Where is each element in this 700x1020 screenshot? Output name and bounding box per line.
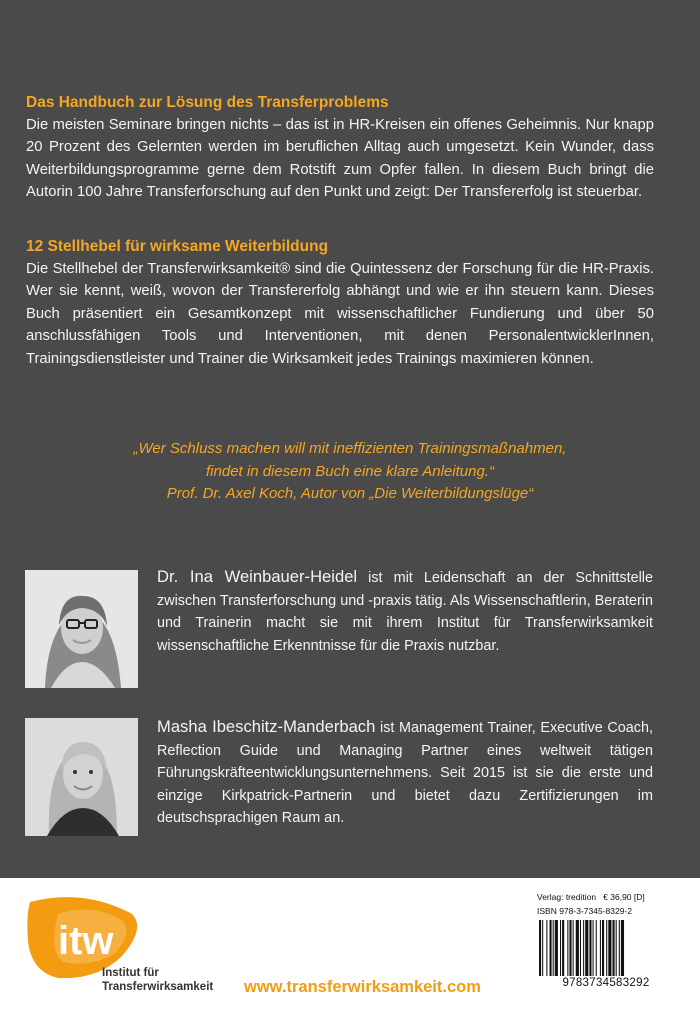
barcode-bar <box>576 920 579 976</box>
section-text: Die meisten Seminare bringen nichts – das ist in HR-Kreisen ein offenes Geheimnis. Nur knapp 20 Prozent des Gelernten werden im beruflichen Alltag auch umgesetzt. Kein Wunder, dass Weiterbildungsprogramme gerne dem Rotstift zum Opfer fallen. In diesem Buch bringt die Autorin 100 Jahre Transferforschung auf den Punkt und zeigt: Der Transfererfolg ist steuerbar. <box>26 117 654 201</box>
barcode-bar <box>619 920 620 976</box>
author-bio-text: ist Management Trainer, Executive Coach, Reflection Guide und Managing Partner eines weltweit tätigen Führungskräfteentwicklungsunternehmens. Seit 2015 ist sie die erste und einzige Kirkpatrick-Partnerin und bietet dazu Zertifizierungen im deutschsprachigen Raum an. <box>157 720 654 827</box>
barcode-bar <box>555 920 558 976</box>
author-name: Dr. Ina Weinbauer-Heidel <box>157 567 358 586</box>
quote-line: findet in diesem Buch eine klare Anleitung.“ <box>206 462 494 480</box>
barcode-bar <box>600 920 601 976</box>
author-photo-ibeschitz <box>25 718 138 836</box>
section-heading: Das Handbuch zur Lösung des Transferproblems <box>26 94 389 111</box>
section-levers <box>26 236 654 370</box>
barcode-bar <box>539 920 541 976</box>
barcode-bar <box>546 920 547 976</box>
author-photo-weinbauer <box>25 570 138 688</box>
barcode-bar <box>569 920 571 976</box>
website-url[interactable]: www.transferwirksamkeit.com <box>244 978 481 996</box>
logo-wordmark: itw <box>58 919 114 963</box>
logo-caption-line: Institut für <box>102 967 159 979</box>
section-text: Die Stellhebel der Transferwirksamkeit® sind die Quintessenz der Forschung für die HR-Praxis. Wer sie kennt, weiß, wovon der Transfererfolg abhängt und wie er ihn steuern kann. Dieses Buch präsentiert ein Gesamtkonzept mit wissenschaftlicher Fundierung und über 50 anschlussfähigen Tools und Interventionen, mit denen PersonalentwicklerInnen, Trainingsdienstleister und Trainer die Wirksamkeit jedes Trainings maximieren können. <box>26 261 654 367</box>
endorsement-quote <box>40 438 660 506</box>
quote-attribution: Prof. Dr. Axel Koch, Autor von „Die Weiterbildungslüge“ <box>166 485 534 502</box>
barcode-bar <box>589 920 591 976</box>
logo-caption <box>102 966 213 994</box>
barcode-bar <box>580 920 581 976</box>
logo-caption-line: Transferwirksamkeit <box>102 981 214 993</box>
barcode-bar <box>560 920 561 976</box>
barcode-bar <box>593 920 594 976</box>
barcode-bar <box>616 920 617 976</box>
barcode-bar <box>573 920 574 976</box>
barcode-bar <box>602 920 604 976</box>
barcode-number: 9783734583292 <box>562 977 650 989</box>
barcode-bar <box>606 920 607 976</box>
price: € 36,90 [D] <box>603 892 645 902</box>
author-bio-weinbauer <box>157 566 653 657</box>
author-bio-text: ist mit Leidenschaft an der Schnittstelle zwischen Transferforschung und -praxis tätig. Als Wissenschaftlerin, Beraterin und Trainerin macht sie mit ihrem Institut für Transferwirksamkeit wissenschaftliche Erkenntnisse für die Praxis nutzbar. <box>157 570 653 654</box>
barcode-bar <box>550 920 552 976</box>
author-name: Masha Ibeschitz-Manderbach <box>157 717 376 736</box>
barcode-bar <box>585 920 588 976</box>
barcode-bar <box>621 920 624 976</box>
barcode-bar <box>567 920 568 976</box>
barcode-bar <box>553 920 554 976</box>
isbn-block <box>537 890 675 989</box>
barcode-bar <box>613 920 615 976</box>
author-bio-ibeschitz <box>157 716 653 830</box>
barcode-bar <box>542 920 543 976</box>
barcode-bar <box>608 920 611 976</box>
quote-line: „Wer Schluss machen will mit ineffizienten Trainingsmaßnahmen, <box>133 440 567 457</box>
barcode <box>537 920 675 976</box>
barcode-bar <box>596 920 597 976</box>
barcode-bar <box>583 920 584 976</box>
section-heading: 12 Stellhebel für wirksame Weiterbildung <box>26 238 329 255</box>
publisher-price-line <box>537 890 675 904</box>
section-transfer-problem <box>26 92 654 204</box>
barcode-bar <box>562 920 564 976</box>
publisher: Verlag: tredition <box>537 892 597 902</box>
isbn: ISBN 978-3-7345-8329-2 <box>537 906 632 916</box>
